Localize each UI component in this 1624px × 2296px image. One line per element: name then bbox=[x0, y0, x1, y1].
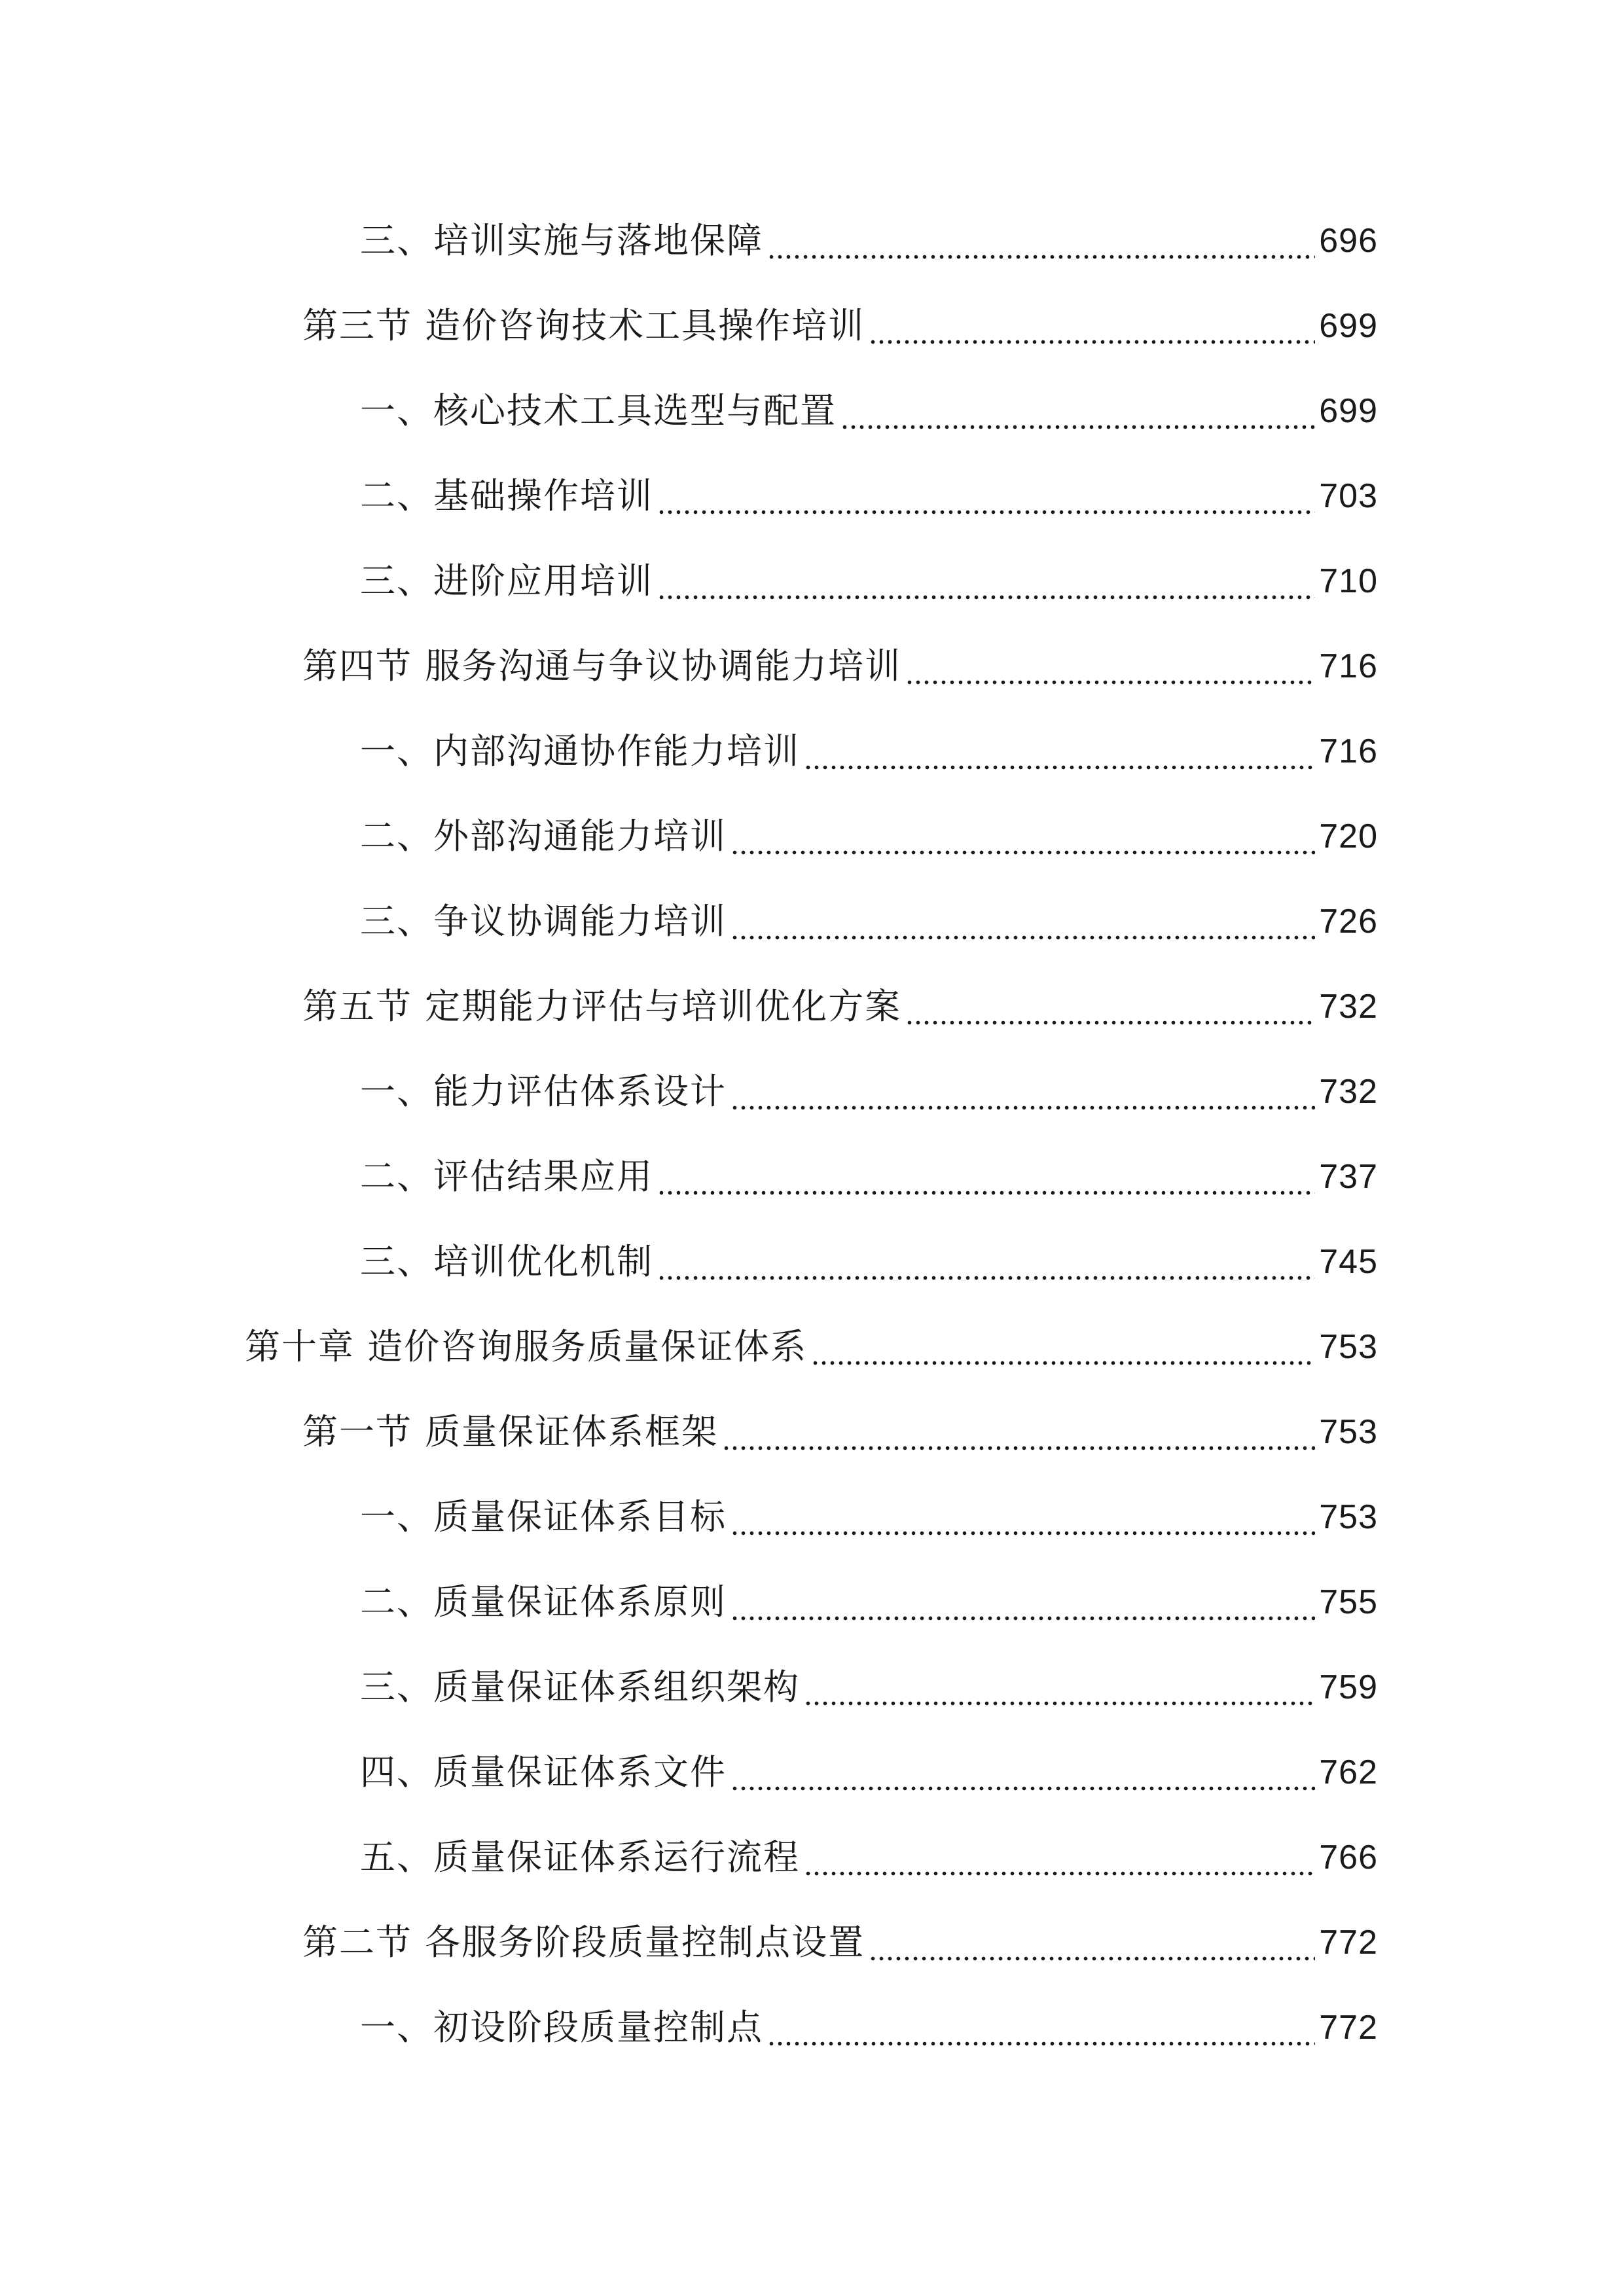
toc-entry-title: 第四节 服务沟通与争议协调能力培训 bbox=[302, 645, 902, 687]
toc-entry-page: 720 bbox=[1319, 817, 1378, 855]
toc-entry-title: 二、质量保证体系原则 bbox=[360, 1581, 727, 1623]
toc-entry-page: 753 bbox=[1319, 1328, 1378, 1366]
dot-leader bbox=[722, 1406, 1315, 1458]
toc-entry-page: 755 bbox=[1319, 1583, 1378, 1621]
toc-entry-title: 一、内部沟通协作能力培训 bbox=[360, 730, 800, 772]
dot-leader bbox=[804, 1831, 1315, 1884]
toc-entry-title: 一、能力评估体系设计 bbox=[360, 1071, 727, 1112]
toc-entry[interactable] bbox=[302, 640, 1378, 692]
dot-leader bbox=[731, 1576, 1315, 1628]
toc-entry[interactable] bbox=[360, 555, 1378, 607]
toc-entry[interactable] bbox=[360, 1151, 1378, 1203]
dot-leader bbox=[767, 215, 1315, 267]
dot-leader bbox=[731, 1746, 1315, 1799]
toc-entry[interactable] bbox=[302, 1406, 1378, 1458]
toc-entry-page: 710 bbox=[1319, 562, 1378, 600]
dot-leader bbox=[804, 1661, 1315, 1713]
toc-entry-page: 703 bbox=[1319, 477, 1378, 515]
toc-entry-title: 第一节 质量保证体系框架 bbox=[302, 1411, 719, 1452]
toc-entry[interactable] bbox=[360, 1831, 1378, 1884]
toc-entry[interactable] bbox=[360, 725, 1378, 778]
toc-entry[interactable] bbox=[302, 300, 1378, 352]
toc-entry-page: 696 bbox=[1319, 222, 1378, 260]
toc-entry[interactable] bbox=[360, 1746, 1378, 1799]
toc-entry-page: 753 bbox=[1319, 1413, 1378, 1451]
toc-entry-title: 二、评估结果应用 bbox=[360, 1156, 653, 1197]
toc-entry[interactable] bbox=[302, 980, 1378, 1033]
dot-leader bbox=[657, 555, 1315, 607]
toc-entry[interactable] bbox=[360, 215, 1378, 267]
dot-leader bbox=[731, 1491, 1315, 1543]
toc-entry[interactable] bbox=[302, 1916, 1378, 1969]
dot-leader bbox=[731, 895, 1315, 948]
dot-leader bbox=[811, 1321, 1315, 1373]
toc-entry-title: 三、培训实施与落地保障 bbox=[360, 220, 763, 261]
toc-entry-title: 一、核心技术工具选型与配置 bbox=[360, 390, 837, 431]
toc-entry[interactable] bbox=[360, 2001, 1378, 2054]
toc-entry-title: 二、外部沟通能力培训 bbox=[360, 816, 727, 857]
toc-entry-title: 三、进阶应用培训 bbox=[360, 560, 653, 601]
dot-leader bbox=[869, 1916, 1315, 1969]
toc-entry-page: 699 bbox=[1319, 392, 1378, 430]
toc-entry-title: 四、质量保证体系文件 bbox=[360, 1751, 727, 1793]
toc-entry-title: 第二节 各服务阶段质量控制点设置 bbox=[302, 1922, 865, 1963]
toc-entry-title: 五、质量保证体系运行流程 bbox=[360, 1837, 800, 1878]
toc-entry-page: 716 bbox=[1319, 732, 1378, 770]
toc-entry[interactable] bbox=[360, 895, 1378, 948]
dot-leader bbox=[905, 640, 1315, 692]
toc-entry-title: 三、培训优化机制 bbox=[360, 1241, 653, 1282]
toc-entry[interactable] bbox=[360, 1066, 1378, 1118]
dot-leader bbox=[804, 725, 1315, 778]
dot-leader bbox=[657, 470, 1315, 522]
toc-entry-title: 一、质量保证体系目标 bbox=[360, 1496, 727, 1537]
toc-entry-page: 726 bbox=[1319, 903, 1378, 941]
toc-entry-page: 762 bbox=[1319, 1753, 1378, 1791]
toc-entry-page: 745 bbox=[1319, 1243, 1378, 1281]
toc-entry-page: 772 bbox=[1319, 2009, 1378, 2047]
toc-entry[interactable] bbox=[245, 1321, 1378, 1373]
toc-entry-page: 759 bbox=[1319, 1668, 1378, 1706]
toc-entry-title: 一、初设阶段质量控制点 bbox=[360, 2007, 763, 2048]
toc-entry[interactable] bbox=[360, 1661, 1378, 1713]
toc-entry-title: 第十章 造价咨询服务质量保证体系 bbox=[245, 1326, 808, 1367]
dot-leader bbox=[657, 1236, 1315, 1288]
toc-entry-page: 699 bbox=[1319, 307, 1378, 345]
dot-leader bbox=[869, 300, 1315, 352]
toc-entry-page: 766 bbox=[1319, 1839, 1378, 1876]
toc-entry-title: 第五节 定期能力评估与培训优化方案 bbox=[302, 986, 902, 1027]
toc-entry-page: 772 bbox=[1319, 1924, 1378, 1962]
toc-entry[interactable] bbox=[360, 1236, 1378, 1288]
dot-leader bbox=[840, 385, 1315, 437]
toc-entry[interactable] bbox=[360, 1576, 1378, 1628]
toc-entry[interactable] bbox=[360, 1491, 1378, 1543]
toc-entry[interactable] bbox=[360, 470, 1378, 522]
toc-entry-page: 732 bbox=[1319, 988, 1378, 1026]
toc-entry-page: 716 bbox=[1319, 647, 1378, 685]
toc-entry-title: 第三节 造价咨询技术工具操作培训 bbox=[302, 305, 865, 346]
toc-entry-title: 二、基础操作培训 bbox=[360, 475, 653, 516]
toc-entry-title: 三、争议协调能力培训 bbox=[360, 901, 727, 942]
dot-leader bbox=[731, 810, 1315, 863]
dot-leader bbox=[767, 2001, 1315, 2054]
toc-entry-page: 753 bbox=[1319, 1498, 1378, 1536]
toc-entry-page: 737 bbox=[1319, 1158, 1378, 1196]
dot-leader bbox=[905, 980, 1315, 1033]
dot-leader bbox=[731, 1066, 1315, 1118]
toc-entry[interactable] bbox=[360, 385, 1378, 437]
toc-entry-page: 732 bbox=[1319, 1073, 1378, 1111]
dot-leader bbox=[657, 1151, 1315, 1203]
toc-entry[interactable] bbox=[360, 810, 1378, 863]
toc-entry-title: 三、质量保证体系组织架构 bbox=[360, 1666, 800, 1708]
